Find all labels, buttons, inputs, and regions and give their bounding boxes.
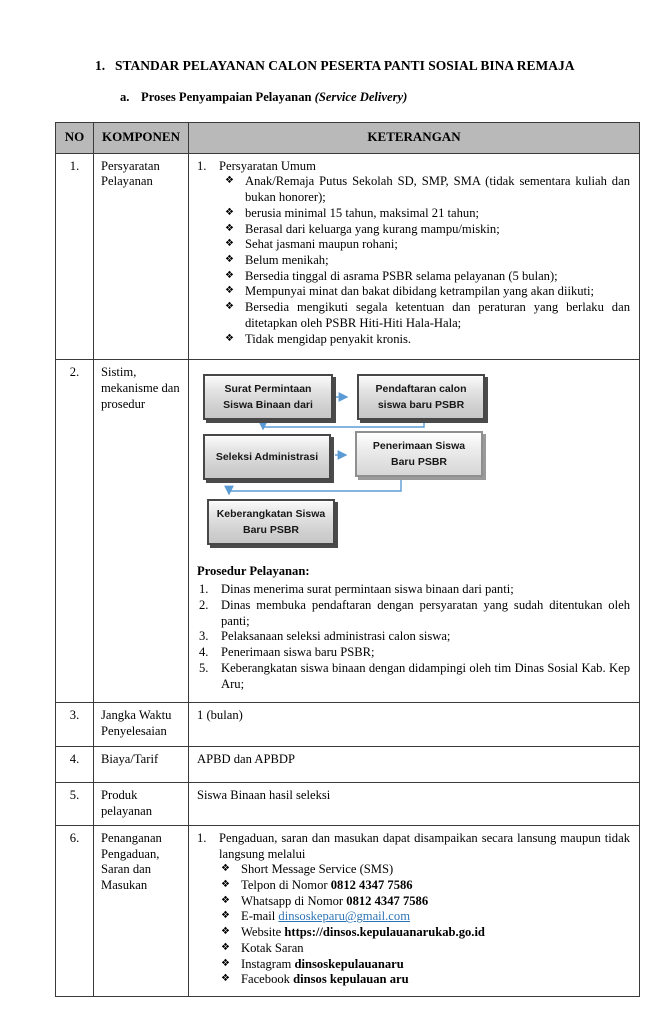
text-segment: 0812 4347 7586 xyxy=(346,893,429,908)
item-text xyxy=(241,878,630,894)
bullet-item xyxy=(225,174,630,205)
item-text xyxy=(241,972,630,988)
flow-box-penerimaan: Penerimaan Siswa Baru PSBR xyxy=(355,431,483,477)
text-segment: E-mail xyxy=(241,909,279,924)
item-text: Bersedia mengikuti segala ketentuan dan peraturan yang berlaku dan ditetapkan oleh PSBR Hiti-Hiti Hala-Hala; xyxy=(245,300,630,330)
table-header-row xyxy=(56,122,640,153)
item-text xyxy=(241,941,630,957)
table-row-persyaratan xyxy=(56,153,640,360)
text-segment: Kotak Saran xyxy=(241,940,304,955)
table-row-produk xyxy=(56,783,640,825)
title-number: 1. xyxy=(95,58,106,73)
procedure-flowchart xyxy=(197,370,630,552)
row-number: 4. xyxy=(56,747,94,783)
bullet-item xyxy=(225,284,630,300)
item-text: Pelaksanaan seleksi administrasi calon siswa; xyxy=(221,629,451,644)
item-text: Keberangkatan siswa binaan dengan didampingi oleh tim Dinas Sosial Kab. Kep Aru; xyxy=(221,660,630,691)
diamond-bullet-icon: ❖ xyxy=(225,301,234,313)
bullet-item xyxy=(225,253,630,269)
arrow-penerimaan-to-keberangkatan xyxy=(229,479,401,494)
flow-box-keberangkatan: Keberangkatan Siswa Baru PSBR xyxy=(207,499,335,545)
item-number: 1. xyxy=(197,830,207,845)
item-text: Bersedia tinggal di asrama PSBR selama pelayanan (5 bulan); xyxy=(245,268,558,283)
header-no: NO xyxy=(56,122,94,153)
persyaratan-bullet-list xyxy=(225,174,630,347)
item-number: 3. xyxy=(199,629,209,644)
bullet-item xyxy=(221,894,630,910)
page-title xyxy=(95,58,640,75)
bullet-item xyxy=(225,237,630,253)
keterangan-cell xyxy=(189,153,640,360)
text-segment: Facebook xyxy=(241,972,294,987)
header-keterangan: KETERANGAN xyxy=(189,122,640,153)
diamond-bullet-icon: ❖ xyxy=(225,175,234,187)
diamond-bullet-icon: ❖ xyxy=(225,254,234,266)
keterangan-cell: Siswa Binaan hasil seleksi xyxy=(189,783,640,825)
text-segment: https://dinsos.kepulauanarukab.go.id xyxy=(284,925,485,940)
bullet-item xyxy=(221,957,630,973)
text-segment: 0812 4347 7586 xyxy=(330,877,413,892)
item-text: Dinas menerima surat permintaan siswa binaan dari panti; xyxy=(221,582,514,597)
item-text xyxy=(241,894,630,910)
procedure-step-list xyxy=(199,582,630,692)
subtitle-text xyxy=(141,90,407,106)
diamond-bullet-icon: ❖ xyxy=(221,894,230,906)
row-number: 5. xyxy=(56,783,94,825)
item-text: Berasal dari keluarga yang kurang mampu/miskin; xyxy=(245,221,500,236)
item-number: 4. xyxy=(199,645,209,660)
diamond-bullet-icon: ❖ xyxy=(221,878,230,890)
keterangan-cell: APBD dan APBDP xyxy=(189,747,640,783)
item-text: Anak/Remaja Putus Sekolah SD, SMP, SMA (tidak sementara kuliah dan bukan honorer); xyxy=(245,174,630,205)
bullet-item xyxy=(221,941,630,957)
flow-box-surat-permintaan: Surat Permintaan Siswa Binaan dari xyxy=(203,374,333,420)
table-row-pengaduan xyxy=(56,825,640,996)
bullet-item xyxy=(221,862,630,878)
subtitle-main: Proses Penyampaian Pelayanan xyxy=(141,89,315,104)
item-number: 1. xyxy=(199,582,209,597)
numbered-item xyxy=(199,661,630,692)
item-text: Dinas membuka pendaftaran dengan persyaratan yang sudah ditentukan oleh panti; xyxy=(221,597,630,628)
text-segment: Instagram xyxy=(241,956,295,971)
table-row-biaya xyxy=(56,747,640,783)
numbered-item xyxy=(199,645,630,661)
email-link[interactable]: dinsoskeparu@gmail.com xyxy=(278,909,410,924)
diamond-bullet-icon: ❖ xyxy=(221,973,230,985)
item-text: Penerimaan siswa baru PSBR; xyxy=(221,645,375,660)
subtitle-number: a. xyxy=(120,89,130,104)
diamond-bullet-icon: ❖ xyxy=(225,238,234,250)
text-segment: Short Message Service (SMS) xyxy=(241,862,394,877)
item-text: berusia minimal 15 tahun, maksimal 21 tahun; xyxy=(245,205,479,220)
bullet-item xyxy=(225,206,630,222)
diamond-bullet-icon: ❖ xyxy=(221,957,230,969)
page-subtitle xyxy=(120,90,640,106)
diamond-bullet-icon: ❖ xyxy=(221,941,230,953)
row-number: 2. xyxy=(56,360,94,703)
flow-box-pendaftaran: Pendaftaran calon siswa baru PSBR xyxy=(357,374,485,420)
bullet-item xyxy=(221,925,630,941)
text-segment: dinsos kepulauan aru xyxy=(293,972,409,987)
item-text xyxy=(241,862,630,878)
komponen-cell: Produk pelayanan xyxy=(94,783,189,825)
row-number: 1. xyxy=(56,153,94,360)
diamond-bullet-icon: ❖ xyxy=(221,863,230,875)
numbered-item xyxy=(199,598,630,629)
text-segment: dinsoskepulauanaru xyxy=(294,956,404,971)
table-row-prosedur xyxy=(56,360,640,703)
diamond-bullet-icon: ❖ xyxy=(225,206,234,218)
diamond-bullet-icon: ❖ xyxy=(225,332,234,344)
row-number: 6. xyxy=(56,825,94,996)
bullet-item xyxy=(225,300,630,331)
keterangan-cell xyxy=(189,825,640,996)
item-text: Tidak mengidap penyakit kronis. xyxy=(245,331,412,346)
numbered-item xyxy=(197,159,630,175)
diamond-bullet-icon: ❖ xyxy=(221,926,230,938)
flow-box-seleksi-administrasi: Seleksi Administrasi xyxy=(203,434,331,480)
komponen-cell: Jangka Waktu Penyelesaian xyxy=(94,703,189,747)
item-text: Belum menikah; xyxy=(245,253,329,268)
item-number: 1. xyxy=(197,158,207,173)
item-text xyxy=(241,925,630,941)
diamond-bullet-icon: ❖ xyxy=(221,910,230,922)
title-text: STANDAR PELAYANAN CALON PESERTA PANTI SOSIAL BINA REMAJA xyxy=(115,58,575,73)
item-text: Persyaratan Umum xyxy=(219,158,316,173)
bullet-item xyxy=(221,878,630,894)
bullet-item xyxy=(221,972,630,988)
item-text: Pengaduan, saran dan masukan dapat disampaikan secara lansung maupun tidak langsung melalui xyxy=(219,830,630,861)
bullet-item xyxy=(221,909,630,925)
bullet-item xyxy=(225,222,630,238)
subtitle-italic: (Service Delivery) xyxy=(314,89,408,104)
diamond-bullet-icon: ❖ xyxy=(225,285,234,297)
numbered-item xyxy=(199,629,630,645)
item-text xyxy=(241,957,630,973)
numbered-item xyxy=(197,831,630,862)
komponen-cell: Sistim, mekanisme dan prosedur xyxy=(94,360,189,703)
diamond-bullet-icon: ❖ xyxy=(225,269,234,281)
bullet-item xyxy=(225,269,630,285)
keterangan-cell xyxy=(189,360,640,703)
item-number: 5. xyxy=(199,660,209,675)
item-text xyxy=(241,909,630,925)
text-segment: Website xyxy=(241,925,285,940)
pengaduan-bullet-list xyxy=(221,862,630,988)
arrow-pendaftaran-to-seleksi xyxy=(263,422,424,429)
item-text: Mempunyai minat dan bakat dibidang ketrampilan yang akan diikuti; xyxy=(245,284,595,299)
item-number: 2. xyxy=(199,597,209,612)
komponen-cell: Penanganan Pengaduan, Saran dan Masukan xyxy=(94,825,189,996)
komponen-cell: Biaya/Tarif xyxy=(94,747,189,783)
text-segment: Whatsapp di Nomor xyxy=(241,893,347,908)
bullet-item xyxy=(225,332,630,348)
komponen-cell: Persyaratan Pelayanan xyxy=(94,153,189,360)
item-text: Sehat jasmani maupun rohani; xyxy=(245,237,398,252)
keterangan-cell: 1 (bulan) xyxy=(189,703,640,747)
procedure-heading: Prosedur Pelayanan: xyxy=(197,564,310,579)
row-number: 3. xyxy=(56,703,94,747)
table-row-jangka-waktu xyxy=(56,703,640,747)
diamond-bullet-icon: ❖ xyxy=(225,222,234,234)
numbered-item xyxy=(199,582,630,598)
header-komponen: KOMPONEN xyxy=(94,122,189,153)
service-standard-table xyxy=(55,122,640,998)
text-segment: Telpon di Nomor xyxy=(241,877,331,892)
